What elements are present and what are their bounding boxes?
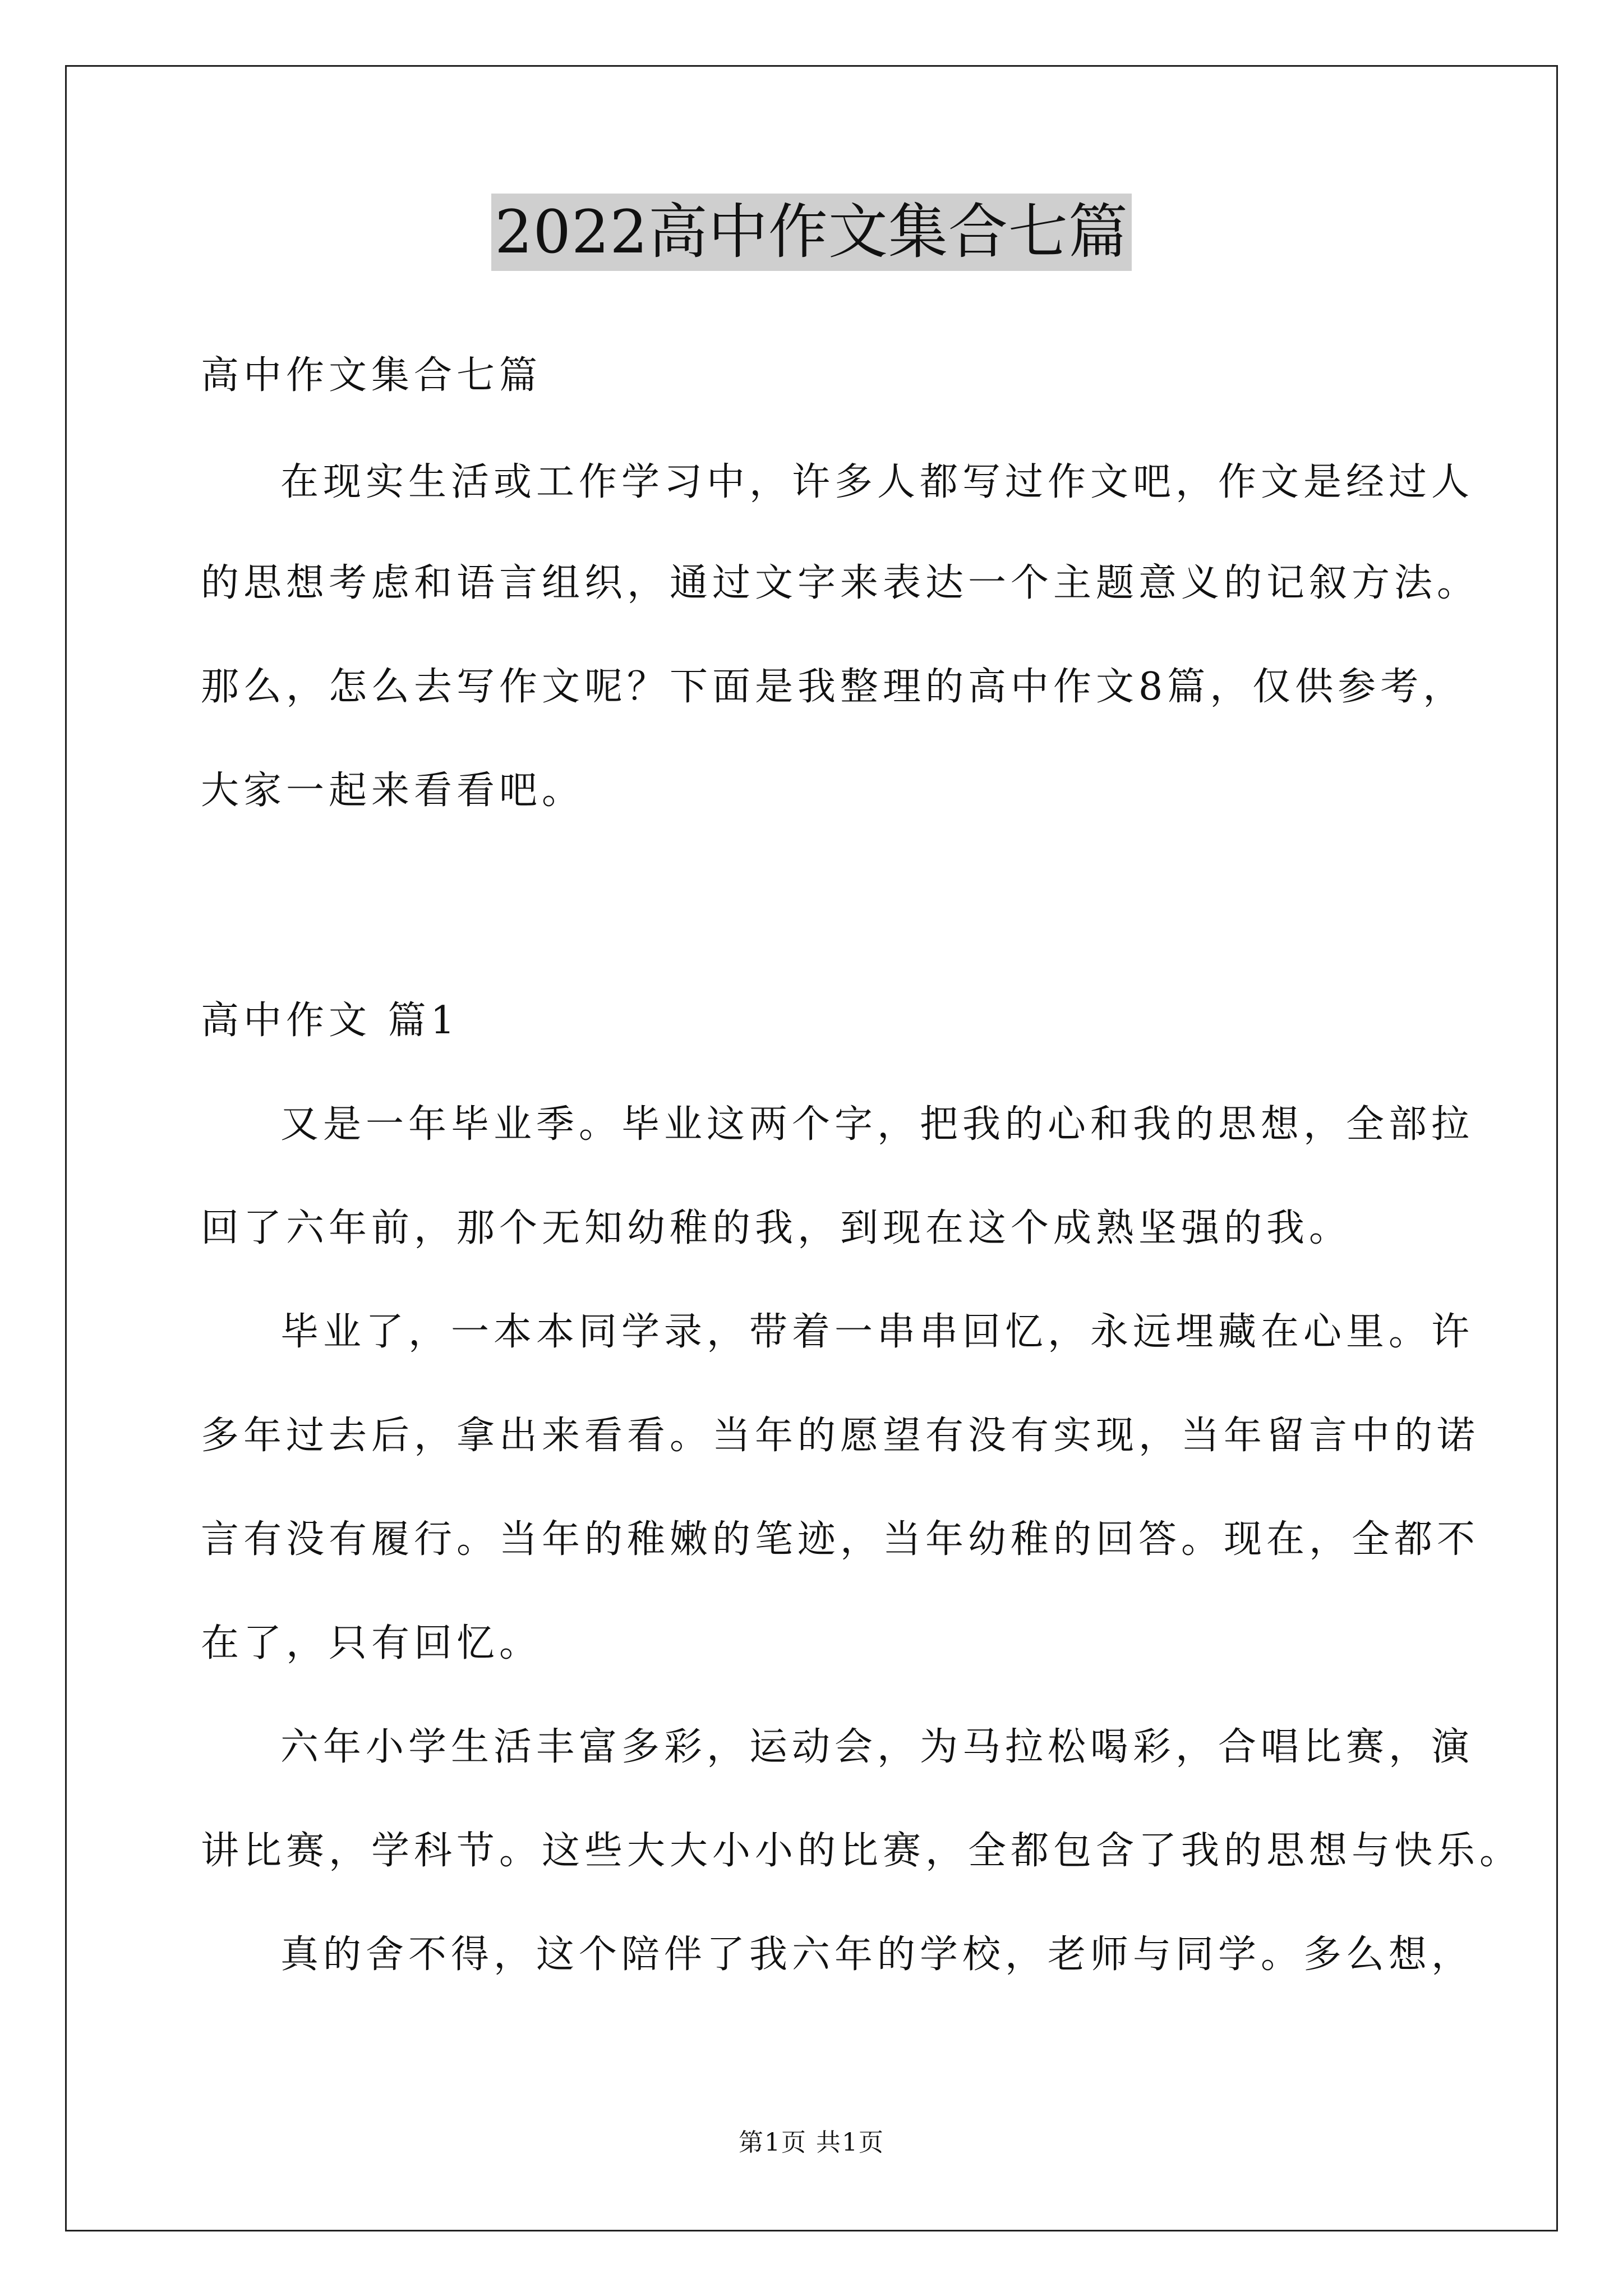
body-line: 真的舍不得，这个陪伴了我六年的学校，老师与同学。多么想， — [280, 1932, 1474, 1977]
body-line: 毕业了，一本本同学录，带着一串串回忆，永远埋藏在心里。许 — [280, 1310, 1474, 1354]
title-container — [0, 194, 1623, 271]
intro-line: 大家一起来看看吧。 — [201, 769, 585, 813]
page-footer: 第1页 共1页 — [739, 2128, 884, 2157]
subtitle: 高中作文集合七篇 — [201, 353, 542, 398]
body-line: 回了六年前，那个无知幼稚的我，到现在这个成熟坚强的我。 — [201, 1206, 1352, 1250]
intro-line: 那么，怎么去写作文呢？下面是我整理的高中作文8篇，仅供参考， — [201, 665, 1466, 709]
intro-line: 在现实生活或工作学习中，许多人都写过作文吧，作文是经过人 — [280, 460, 1474, 504]
body-line: 多年过去后，拿出来看看。当年的愿望有没有实现，当年留言中的诺 — [201, 1414, 1480, 1458]
document-title: 2022高中作文集合七篇 — [491, 194, 1132, 271]
body-line: 在了，只有回忆。 — [201, 1621, 542, 1665]
body-line: 讲比赛，学科节。这些大大小小的比赛，全都包含了我的思想与快乐。 — [201, 1829, 1523, 1873]
body-line: 六年小学生活丰富多彩，运动会，为马拉松喝彩，合唱比赛，演 — [280, 1725, 1474, 1769]
intro-line: 的思想考虑和语言组织，通过文字来表达一个主题意义的记叙方法。 — [201, 561, 1480, 605]
section-heading: 高中作文 篇1 — [201, 999, 459, 1043]
body-line: 又是一年毕业季。毕业这两个字，把我的心和我的思想，全部拉 — [280, 1102, 1474, 1147]
body-line: 言有没有履行。当年的稚嫩的笔迹，当年幼稚的回答。现在，全都不 — [201, 1517, 1480, 1562]
